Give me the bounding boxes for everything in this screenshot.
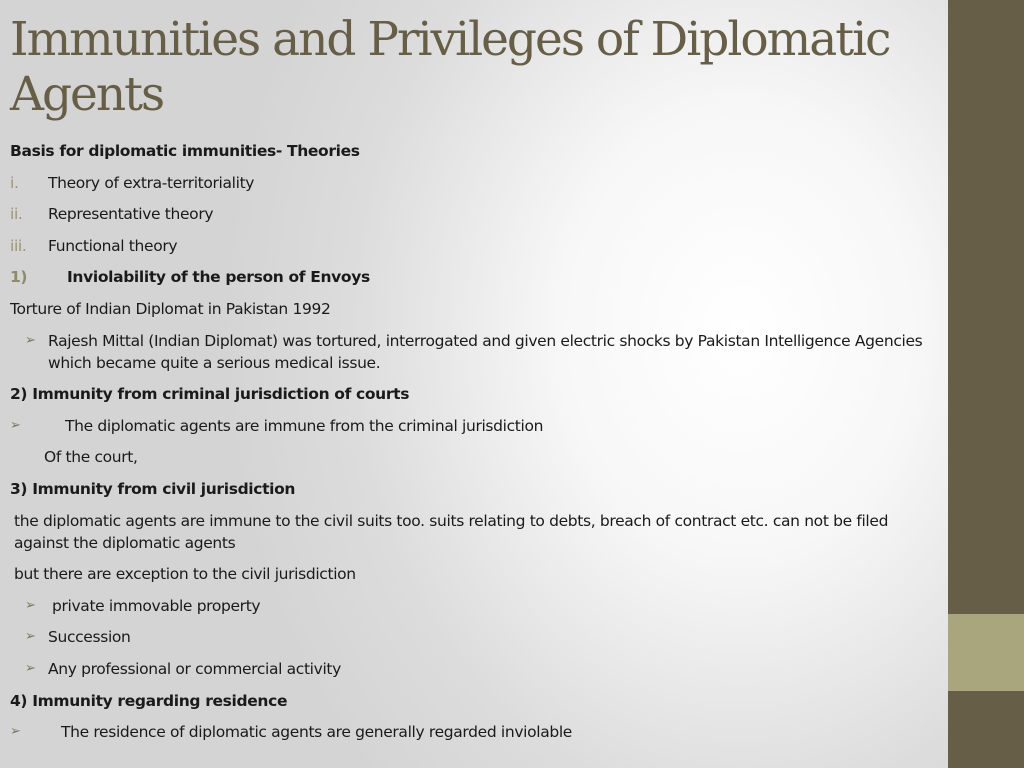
arrow-bullet-icon: ➢	[25, 629, 36, 645]
list-item-rajesh	[10, 330, 935, 374]
roman-numeral: ii.	[10, 205, 23, 224]
slide-title: Immunities and Privileges of Diplomatic Agents	[10, 12, 890, 122]
civil-paragraph: the diplomatic agents are immune to the civil suits too. suits relating to debts, breach of contract etc. can not be filed against the diplomatic agents	[14, 511, 889, 552]
heading-text: Inviolability of the person of Envoys	[67, 268, 370, 287]
arrow-bullet-icon: ➢	[25, 332, 36, 348]
roman-numeral: i.	[10, 173, 19, 192]
list-item-text: Functional theory	[48, 236, 178, 255]
list-item-text: Any professional or commercial activity	[48, 659, 341, 678]
arrow-bullet-icon: ➢	[25, 597, 36, 613]
list-item-exception-1	[10, 595, 935, 617]
heading-criminal: 2) Immunity from criminal jurisdiction of courts	[10, 385, 410, 404]
list-item-text: private immovable property	[52, 596, 261, 615]
list-item-theory-2	[10, 203, 935, 225]
list-item-text: Representative theory	[48, 205, 214, 224]
list-item-theory-3	[10, 235, 935, 257]
arrow-bullet-icon: ➢	[10, 417, 21, 433]
number-label: 1)	[10, 268, 28, 287]
arrow-bullet-icon: ➢	[25, 660, 36, 676]
list-item-text: The diplomatic agents are immune from the criminal jurisdiction	[65, 416, 544, 435]
list-item-text: Theory of extra-territoriality	[48, 173, 255, 192]
roman-numeral: iii.	[10, 236, 27, 255]
list-item-text: Rajesh Mittal (Indian Diplomat) was tortured, interrogated and given electric shocks by Pakistan Intelligence Agencies which became quite a serious medical issue.	[48, 331, 923, 372]
slide-body	[10, 140, 935, 743]
exception-line: but there are exception to the civil jurisdiction	[14, 565, 356, 584]
heading-civil: 3) Immunity from civil jurisdiction	[10, 479, 296, 498]
heading-basis: Basis for diplomatic immunities- Theories	[10, 142, 360, 160]
heading-residence: 4) Immunity regarding residence	[10, 691, 288, 710]
arrow-bullet-icon: ➢	[10, 724, 21, 740]
torture-line: Torture of Indian Diplomat in Pakistan 1992	[10, 299, 331, 318]
list-item-exception-2	[10, 626, 935, 648]
list-item-residence	[10, 721, 935, 743]
of-court-line: Of the court,	[44, 448, 138, 467]
list-item-exception-3	[10, 658, 935, 680]
heading-inviolability	[10, 266, 935, 288]
sidebar-accent-block	[948, 614, 1024, 691]
list-item-text: Succession	[48, 628, 131, 647]
list-item-theory-1	[10, 172, 935, 194]
list-item-criminal	[10, 415, 935, 437]
list-item-text: The residence of diplomatic agents are generally regarded inviolable	[61, 723, 572, 742]
